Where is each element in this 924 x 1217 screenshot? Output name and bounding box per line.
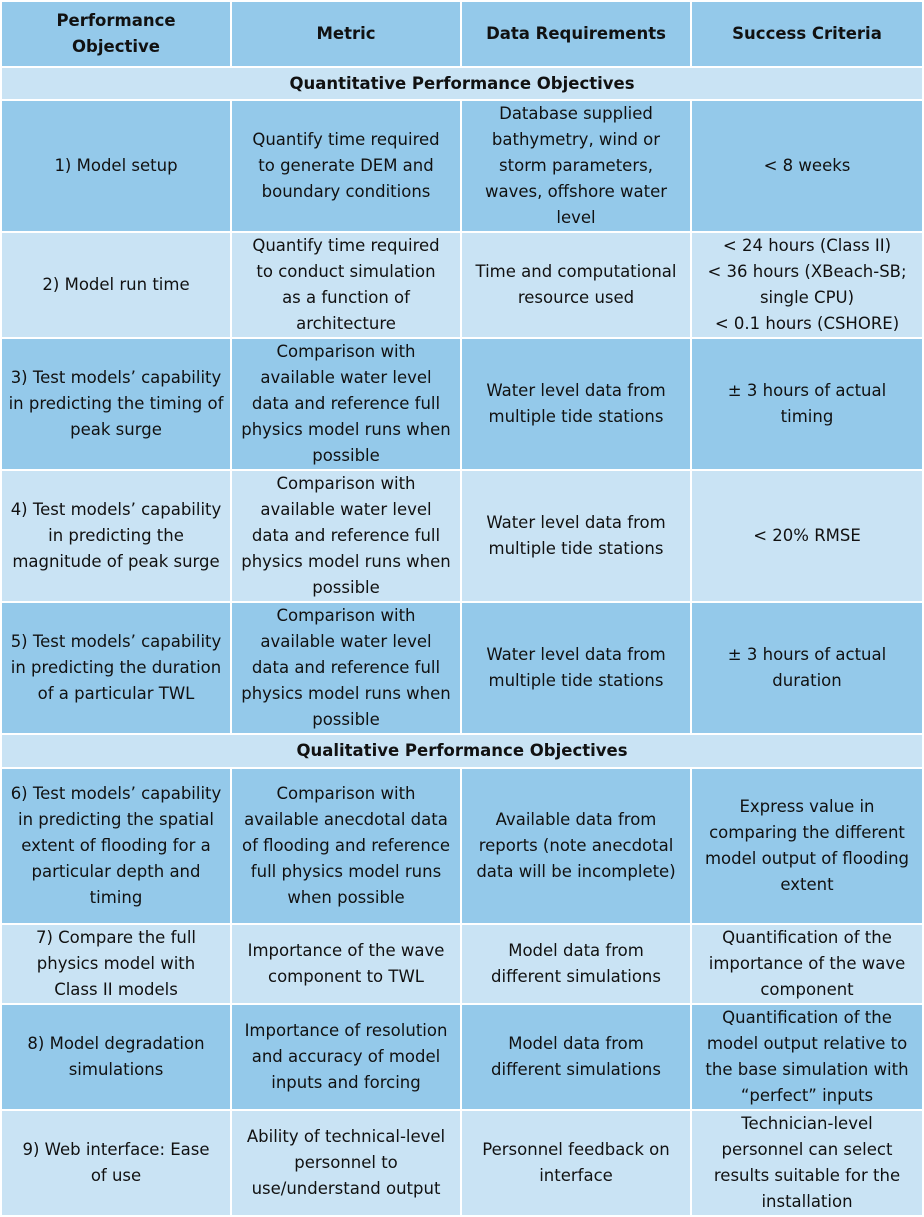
cell-metric: Importance of resolution and accuracy of model inputs and forcing <box>231 1004 461 1110</box>
cell-success-criteria: Quantification of the model output relative to the base simulation with “perfect” inputs <box>691 1004 923 1110</box>
cell-success-criteria <box>691 232 923 338</box>
cell-success-criteria: ± 3 hours of actual timing <box>691 338 923 470</box>
table-row <box>1 768 923 924</box>
cell-objective: 7) Compare the full physics model with Class II models <box>1 924 231 1004</box>
cell-objective: 3) Test models’ capability in predicting the timing of peak surge <box>1 338 231 470</box>
cell-data-requirements: Water level data from multiple tide stations <box>461 602 691 734</box>
header-success-criteria: Success Criteria <box>691 1 923 67</box>
cell-data-requirements: Model data from different simulations <box>461 924 691 1004</box>
section-row-qualitative <box>1 734 923 768</box>
cell-success-criteria: ± 3 hours of actual duration <box>691 602 923 734</box>
cell-metric: Comparison with available anecdotal data of flooding and reference full physics model runs when possible <box>231 768 461 924</box>
header-row <box>1 1 923 67</box>
criteria-line: < 24 hours (Class II) <box>722 236 892 255</box>
cell-metric: Ability of technical-level personnel to use/understand output <box>231 1110 461 1216</box>
cell-success-criteria: Technician-level personnel can select results suitable for the installation <box>691 1110 923 1216</box>
cell-metric: Comparison with available water level data and reference full physics model runs when possible <box>231 470 461 602</box>
cell-data-requirements: Time and computational resource used <box>461 232 691 338</box>
table-row <box>1 338 923 470</box>
cell-data-requirements: Model data from different simulations <box>461 1004 691 1110</box>
table-row <box>1 602 923 734</box>
cell-success-criteria: Express value in comparing the different model output of flooding extent <box>691 768 923 924</box>
header-objective: Performance Objective <box>1 1 231 67</box>
cell-metric: Quantify time required to conduct simulation as a function of architecture <box>231 232 461 338</box>
table-row <box>1 232 923 338</box>
cell-objective: 6) Test models’ capability in predicting the spatial extent of flooding for a particular depth and timing <box>1 768 231 924</box>
cell-success-criteria: < 8 weeks <box>691 100 923 232</box>
table-row <box>1 924 923 1004</box>
cell-objective: 1) Model setup <box>1 100 231 232</box>
cell-objective: 4) Test models’ capability in predicting the magnitude of peak surge <box>1 470 231 602</box>
header-data-requirements: Data Requirements <box>461 1 691 67</box>
criteria-line: < 36 hours (XBeach-SB; <box>707 262 907 281</box>
cell-data-requirements: Database supplied bathymetry, wind or storm parameters, waves, offshore water level <box>461 100 691 232</box>
cell-objective: 8) Model degradation simulations <box>1 1004 231 1110</box>
cell-objective: 2) Model run time <box>1 232 231 338</box>
cell-data-requirements: Water level data from multiple tide stations <box>461 470 691 602</box>
table-row <box>1 470 923 602</box>
header-metric: Metric <box>231 1 461 67</box>
cell-data-requirements: Personnel feedback on interface <box>461 1110 691 1216</box>
section-title: Quantitative Performance Objectives <box>1 67 923 100</box>
cell-objective: 5) Test models’ capability in predicting the duration of a particular TWL <box>1 602 231 734</box>
section-title: Qualitative Performance Objectives <box>1 734 923 768</box>
cell-objective: 9) Web interface: Ease of use <box>1 1110 231 1216</box>
criteria-line: single CPU) <box>759 288 855 307</box>
cell-metric: Importance of the wave component to TWL <box>231 924 461 1004</box>
table-row <box>1 1110 923 1216</box>
cell-metric: Comparison with available water level data and reference full physics model runs when possible <box>231 602 461 734</box>
table-row <box>1 1004 923 1110</box>
cell-data-requirements: Water level data from multiple tide stations <box>461 338 691 470</box>
cell-success-criteria: Quantification of the importance of the wave component <box>691 924 923 1004</box>
cell-metric: Quantify time required to generate DEM and boundary conditions <box>231 100 461 232</box>
criteria-line: < 0.1 hours (CSHORE) <box>714 314 900 333</box>
table-row <box>1 100 923 232</box>
cell-metric: Comparison with available water level data and reference full physics model runs when possible <box>231 338 461 470</box>
cell-success-criteria: < 20% RMSE <box>691 470 923 602</box>
cell-data-requirements: Available data from reports (note anecdotal data will be incomplete) <box>461 768 691 924</box>
section-row-quantitative <box>1 67 923 100</box>
